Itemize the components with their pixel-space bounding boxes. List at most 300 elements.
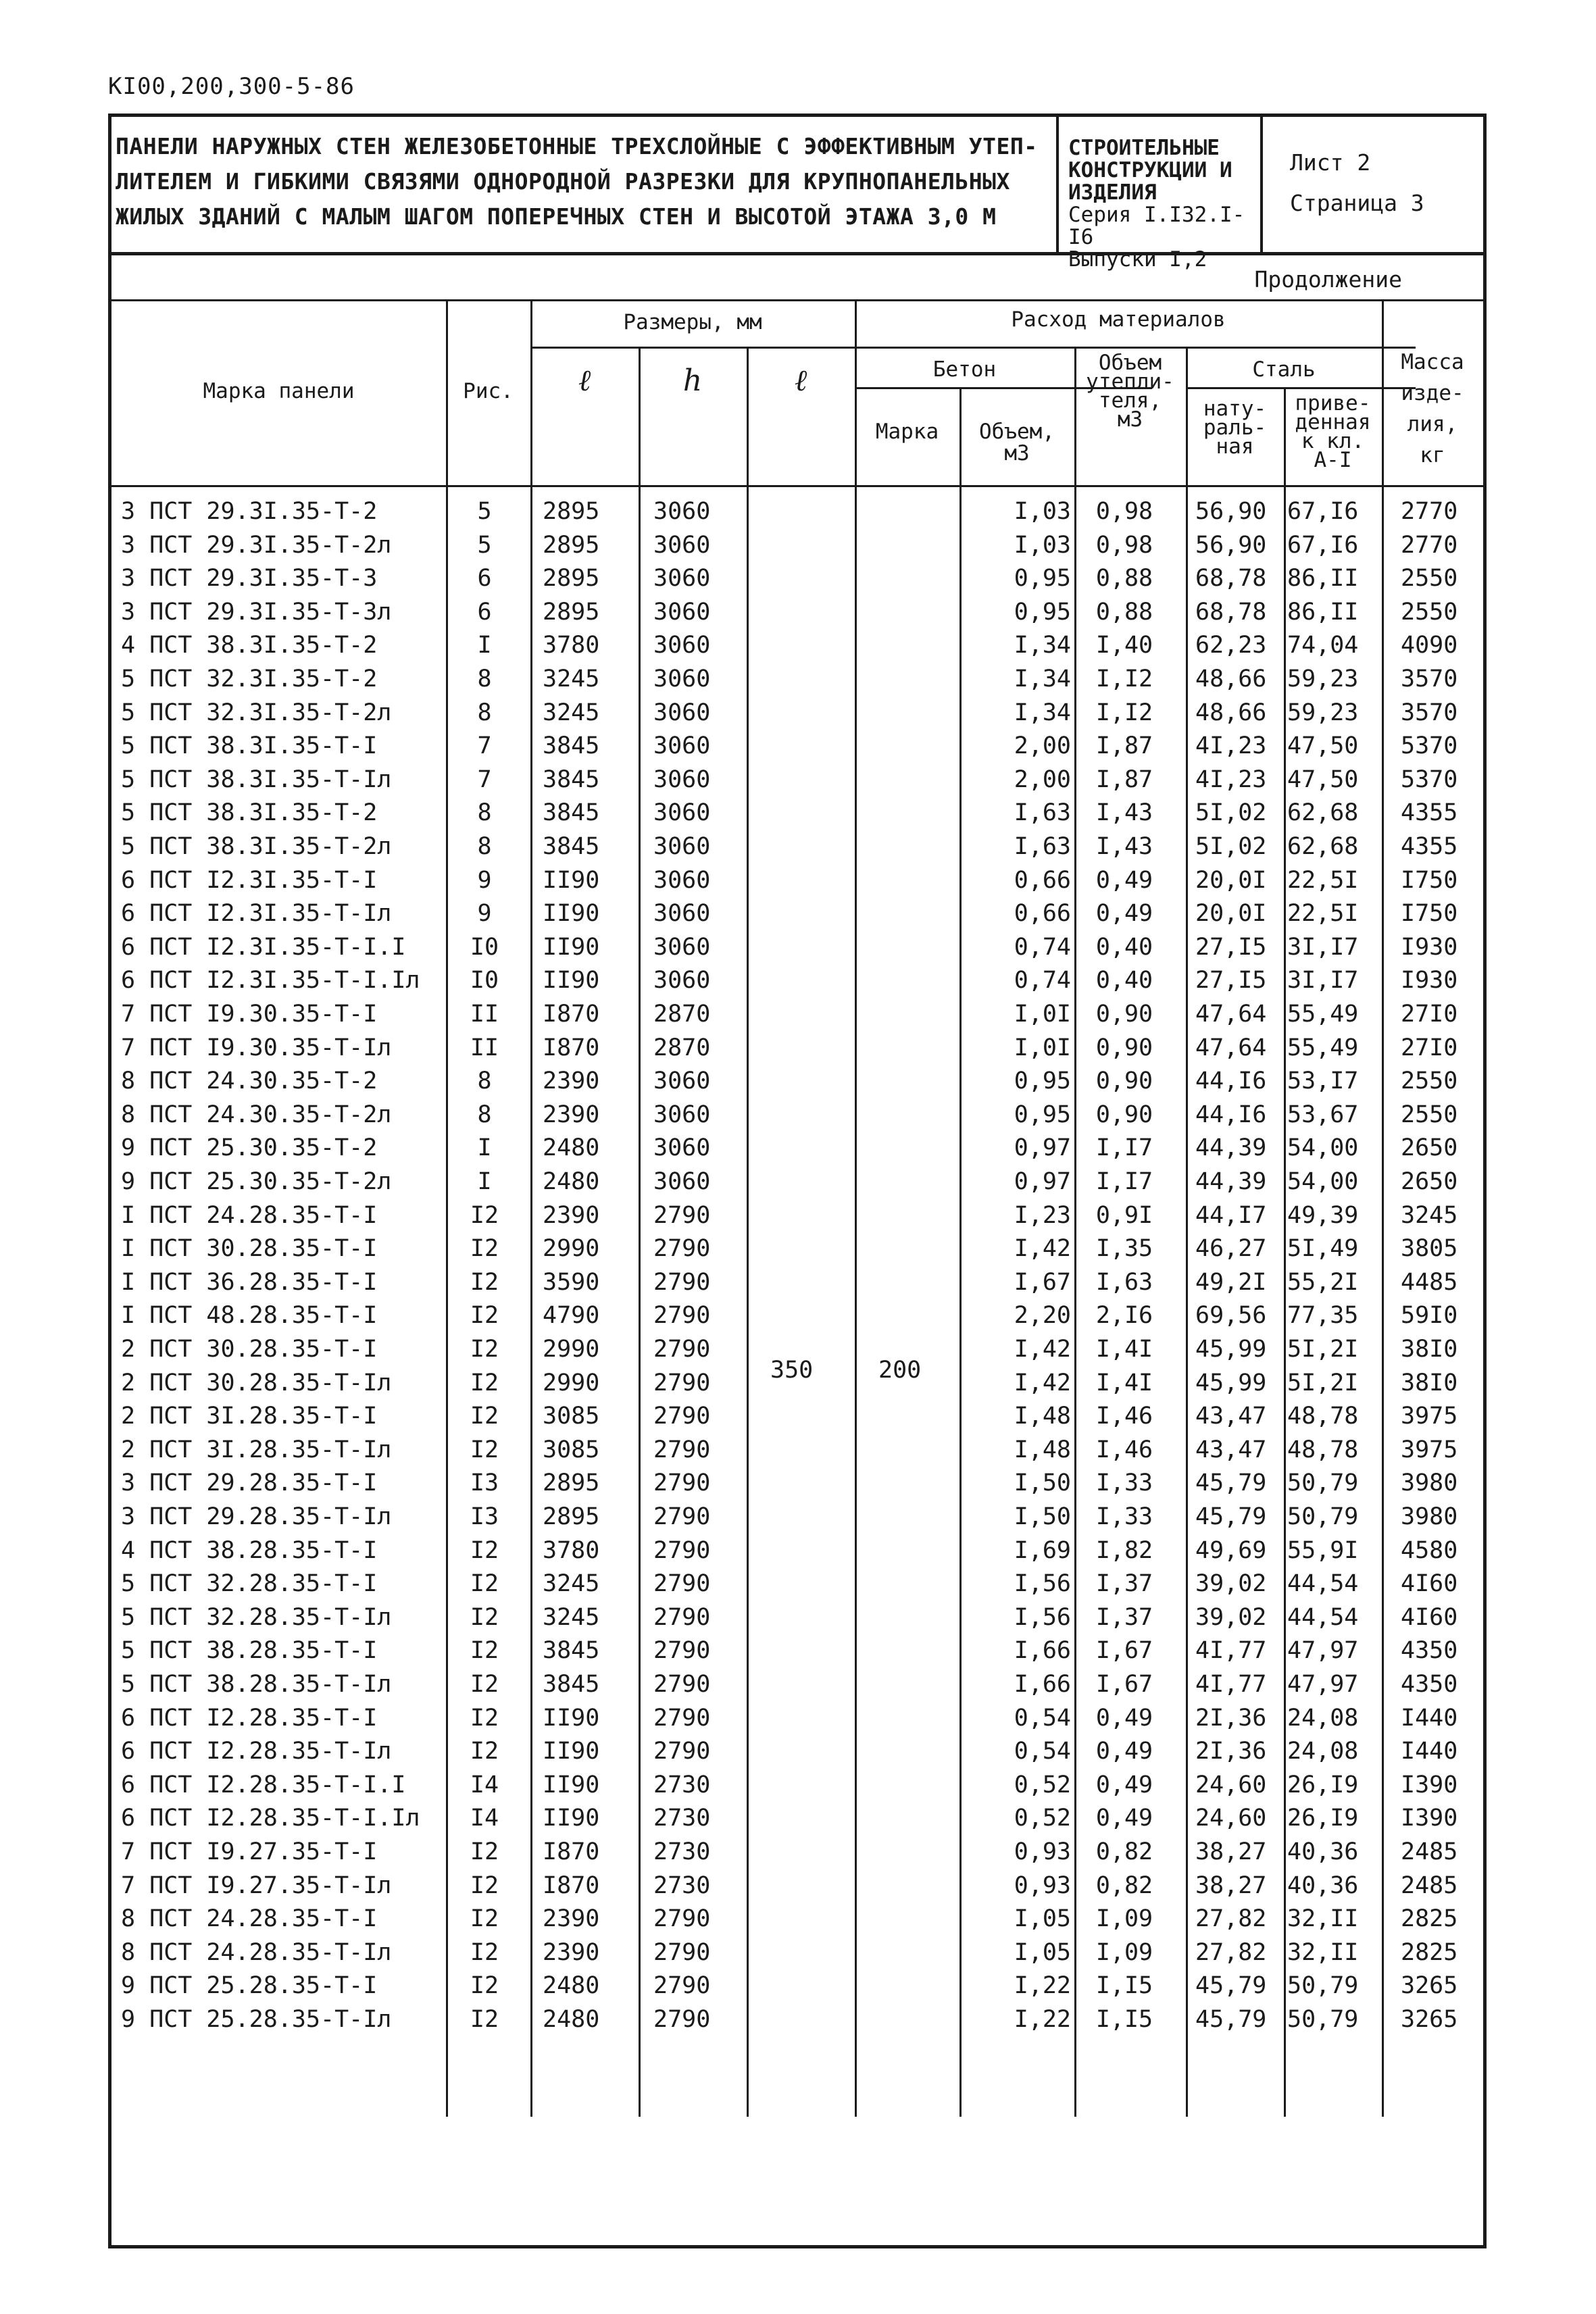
insulation-volume: I,I7 (1095, 1134, 1153, 1162)
product-mass: 2650 (1401, 1168, 1458, 1195)
figure-number: I2 (470, 1336, 499, 1363)
product-mass: 3245 (1401, 1201, 1458, 1229)
steel-natural: 48,66 (1195, 665, 1267, 693)
steel-reduced: 40,36 (1287, 1838, 1359, 1865)
concrete-volume: 0,66 (1014, 866, 1071, 894)
product-mass: 4I60 (1401, 1603, 1458, 1631)
steel-reduced: 59,23 (1287, 665, 1359, 693)
insulation-volume: I,63 (1095, 1268, 1153, 1296)
figure-number: I2 (470, 1905, 499, 1933)
height-value: 3060 (653, 833, 711, 860)
steel-reduced: 32,II (1287, 1905, 1359, 1933)
steel-natural: 4I,77 (1195, 1637, 1267, 1665)
length-value: 3245 (543, 665, 600, 693)
height-value: 2790 (653, 1938, 711, 1966)
product-mass: 3980 (1401, 1503, 1458, 1530)
length-value: 2480 (543, 1134, 600, 1162)
steel-reduced: 48,78 (1287, 1436, 1359, 1463)
steel-natural: 68,78 (1195, 565, 1267, 593)
table-row (111, 998, 1483, 1032)
insulation-volume: 0,98 (1095, 531, 1153, 559)
steel-reduced: 50,79 (1287, 1972, 1359, 2000)
table-row (111, 1903, 1483, 1936)
height-value: 2790 (653, 1503, 711, 1530)
insulation-volume: 0,88 (1095, 565, 1153, 593)
product-mass: 4350 (1401, 1671, 1458, 1698)
title-line: ЛИТЕЛЕМ И ГИБКИМИ СВЯЗЯМИ ОДНОРОДНОЙ РАЗРЕЗКИ ДЛЯ КРУПНОПАНЕЛЬНЫХ (116, 168, 1010, 195)
length-value: 3780 (543, 1536, 600, 1564)
steel-reduced: 48,78 (1287, 1403, 1359, 1430)
col-concrete-header: Бетон (932, 357, 997, 382)
product-mass: 3805 (1401, 1235, 1458, 1263)
length-value: 2990 (543, 1235, 600, 1263)
height-value: 2790 (653, 2006, 711, 2033)
steel-reduced: 53,67 (1287, 1101, 1359, 1128)
figure-number: I0 (470, 967, 499, 995)
panel-mark: 2 ПСТ 30.28.35-Т-I (121, 1336, 378, 1363)
table-row (111, 1668, 1483, 1702)
table-row (111, 1299, 1483, 1333)
height-value: 3060 (653, 1067, 711, 1095)
concrete-volume: 0,97 (1014, 1134, 1071, 1162)
height-value: 3060 (653, 699, 711, 726)
height-value: 3060 (653, 565, 711, 593)
steel-natural: 56,90 (1195, 531, 1267, 559)
height-value: 3060 (653, 665, 711, 693)
series-line: Серия I.I32.I-I6 (1068, 203, 1245, 249)
table-row (111, 1702, 1483, 1736)
figure-number: I2 (470, 1871, 499, 1899)
height-value: 2790 (653, 1972, 711, 2000)
table-row (111, 1400, 1483, 1434)
insulation-volume: I,37 (1095, 1570, 1153, 1598)
steel-reduced: 40,36 (1287, 1871, 1359, 1899)
figure-number: I2 (470, 1704, 499, 1732)
panel-mark: I ПСТ 24.28.35-Т-I (121, 1201, 378, 1229)
document-code: КI00,200,300-5-86 (108, 73, 355, 100)
concrete-volume: I,03 (1014, 531, 1071, 559)
table-row (111, 1199, 1483, 1233)
height-value: 2790 (653, 1403, 711, 1430)
steel-reduced: 22,5I (1287, 866, 1359, 894)
insulation-volume: I,67 (1095, 1671, 1153, 1698)
panel-mark: 3 ПСТ 29.3I.35-Т-3 (121, 565, 378, 593)
page-number: Страница 3 (1290, 190, 1424, 216)
panel-mark: 9 ПСТ 25.30.35-Т-2л (121, 1168, 392, 1195)
steel-reduced: 47,50 (1287, 765, 1359, 793)
series-line: СТРОИТЕЛЬНЫЕ (1068, 136, 1220, 160)
height-value: 2870 (653, 1001, 711, 1028)
figure-number: I2 (470, 1603, 499, 1631)
steel-reduced: 47,97 (1287, 1671, 1359, 1698)
length-value: II90 (543, 866, 600, 894)
concrete-volume: 2,00 (1014, 765, 1071, 793)
panel-mark: 2 ПСТ 30.28.35-Т-Iл (121, 1369, 392, 1397)
steel-reduced: 55,49 (1287, 1001, 1359, 1028)
figure-number: 8 (477, 1101, 492, 1128)
panel-mark: 8 ПСТ 24.30.35-Т-2л (121, 1101, 392, 1128)
table-row (111, 1936, 1483, 1970)
figure-number: I (477, 632, 492, 659)
length-value: 2895 (543, 598, 600, 626)
panel-mark: I ПСТ 36.28.35-Т-I (121, 1268, 378, 1296)
steel-natural: 45,99 (1195, 1369, 1267, 1397)
panel-mark: 3 ПСТ 29.3I.35-Т-2 (121, 498, 378, 525)
steel-natural: 47,64 (1195, 1034, 1267, 1061)
insulation-volume: I,43 (1095, 833, 1153, 860)
page-frame (108, 114, 1487, 2248)
figure-number: I2 (470, 1972, 499, 2000)
steel-natural: 38,27 (1195, 1838, 1267, 1865)
title-block (111, 117, 1483, 272)
steel-natural: 24,60 (1195, 1805, 1267, 1832)
concrete-volume: I,63 (1014, 799, 1071, 827)
concrete-volume: 0,95 (1014, 1067, 1071, 1095)
insulation-volume: I,87 (1095, 732, 1153, 760)
figure-number: 8 (477, 1067, 492, 1095)
panel-mark: 5 ПСТ 38.3I.35-Т-2 (121, 799, 378, 827)
length-value: 3845 (543, 799, 600, 827)
table-row (111, 931, 1483, 965)
insulation-volume: I,67 (1095, 1637, 1153, 1665)
length-value: I870 (543, 1001, 600, 1028)
concrete-volume: 0,66 (1014, 900, 1071, 928)
length-value: 3845 (543, 1637, 600, 1665)
steel-natural: 27,82 (1195, 1905, 1267, 1933)
figure-number: I4 (470, 1771, 499, 1799)
length-value: II90 (543, 1704, 600, 1732)
panel-mark: 7 ПСТ I9.30.35-Т-Iл (121, 1034, 392, 1061)
title-line: ПАНЕЛИ НАРУЖНЫХ СТЕН ЖЕЛЕЗОБЕТОННЫЕ ТРЕХСЛОЙНЫЕ С ЭФФЕКТИВНЫМ УТЕП- (116, 133, 1038, 159)
table-row (111, 663, 1483, 697)
insulation-volume: 0,49 (1095, 1805, 1153, 1832)
height-value: 3060 (653, 498, 711, 525)
steel-natural: 45,79 (1195, 1469, 1267, 1497)
series-line: ИЗДЕЛИЯ (1068, 180, 1157, 205)
table-row (111, 1735, 1483, 1769)
figure-number: 6 (477, 598, 492, 626)
figure-number: I2 (470, 1268, 499, 1296)
steel-natural: 62,23 (1195, 632, 1267, 659)
concrete-volume: I,05 (1014, 1938, 1071, 1966)
insulation-volume: I,37 (1095, 1603, 1153, 1631)
height-value: 2790 (653, 1201, 711, 1229)
steel-reduced: 55,2I (1287, 1268, 1359, 1296)
product-mass: 5370 (1401, 765, 1458, 793)
panel-mark: 8 ПСТ 24.28.35-Т-Iл (121, 1938, 392, 1966)
product-mass: 2485 (1401, 1838, 1458, 1865)
steel-reduced: 67,I6 (1287, 498, 1359, 525)
concrete-volume: I,34 (1014, 665, 1071, 693)
steel-natural: 27,I5 (1195, 933, 1267, 961)
concrete-volume: I,48 (1014, 1436, 1071, 1463)
insulation-volume: 0,49 (1095, 1738, 1153, 1765)
height-value: 2790 (653, 1570, 711, 1598)
panel-mark: 5 ПСТ 38.28.35-Т-Iл (121, 1671, 392, 1698)
product-mass: 4I60 (1401, 1570, 1458, 1598)
steel-reduced: 47,50 (1287, 732, 1359, 760)
concrete-volume: 0,52 (1014, 1771, 1071, 1799)
figure-number: 7 (477, 765, 492, 793)
concrete-volume: I,42 (1014, 1235, 1071, 1263)
product-mass: 2650 (1401, 1134, 1458, 1162)
insulation-volume: I,I5 (1095, 1972, 1153, 2000)
panel-mark: 7 ПСТ I9.27.35-Т-I (121, 1838, 378, 1865)
insulation-volume: I,I5 (1095, 2006, 1153, 2033)
steel-natural: 69,56 (1195, 1302, 1267, 1330)
product-mass: 59I0 (1401, 1302, 1458, 1330)
length-value: 2990 (543, 1336, 600, 1363)
panel-mark: I ПСТ 30.28.35-Т-I (121, 1235, 378, 1263)
product-mass: 38I0 (1401, 1336, 1458, 1363)
height-value: 2790 (653, 1436, 711, 1463)
col-grade-header: Марка (875, 420, 939, 444)
table-row (111, 1969, 1483, 2003)
height-value: 2790 (653, 1469, 711, 1497)
panel-mark: 6 ПСТ I2.3I.35-Т-I.Iл (121, 967, 420, 995)
figure-number: II (470, 1034, 499, 1061)
product-mass: 2550 (1401, 598, 1458, 626)
insulation-volume: I,I2 (1095, 665, 1153, 693)
table-row (111, 1099, 1483, 1132)
panel-mark: 6 ПСТ I2.28.35-Т-I.Iл (121, 1805, 420, 1832)
panel-mark: 4 ПСТ 38.28.35-Т-I (121, 1536, 378, 1564)
panel-mark: 5 ПСТ 32.3I.35-Т-2 (121, 665, 378, 693)
steel-natural: 45,79 (1195, 1972, 1267, 2000)
length-value: 2895 (543, 1503, 600, 1530)
insulation-volume: I,09 (1095, 1938, 1153, 1966)
steel-natural: 43,47 (1195, 1403, 1267, 1430)
concrete-volume: 0,54 (1014, 1704, 1071, 1732)
length-value: I870 (543, 1034, 600, 1061)
steel-reduced: 44,54 (1287, 1603, 1359, 1631)
height-value: 3060 (653, 967, 711, 995)
table-row (111, 1567, 1483, 1601)
height-value: 3060 (653, 598, 711, 626)
steel-reduced: 50,79 (1287, 1503, 1359, 1530)
panel-mark: 5 ПСТ 38.3I.35-Т-Iл (121, 765, 392, 793)
concrete-volume: 0,93 (1014, 1871, 1071, 1899)
steel-reduced: 24,08 (1287, 1704, 1359, 1732)
length-value: II90 (543, 933, 600, 961)
figure-number: I2 (470, 1201, 499, 1229)
product-mass: 2485 (1401, 1871, 1458, 1899)
product-mass: 27I0 (1401, 1034, 1458, 1061)
steel-reduced: 55,49 (1287, 1034, 1359, 1061)
document-title (111, 117, 1059, 252)
steel-natural: 47,64 (1195, 1001, 1267, 1028)
steel-reduced: 26,I9 (1287, 1771, 1359, 1799)
steel-reduced: 62,68 (1287, 799, 1359, 827)
steel-natural: 20,0I (1195, 900, 1267, 928)
table-row (111, 864, 1483, 898)
product-mass: I440 (1401, 1704, 1458, 1732)
panel-mark: 3 ПСТ 29.3I.35-Т-2л (121, 531, 392, 559)
table-row (111, 1232, 1483, 1266)
product-mass: 3265 (1401, 1972, 1458, 2000)
product-mass: I390 (1401, 1805, 1458, 1832)
figure-number: I3 (470, 1469, 499, 1497)
steel-natural: 24,60 (1195, 1771, 1267, 1799)
figure-number: 5 (477, 498, 492, 525)
insulation-volume: 0,9I (1095, 1201, 1153, 1229)
product-mass: 4485 (1401, 1268, 1458, 1296)
figure-number: I3 (470, 1503, 499, 1530)
steel-natural: 20,0I (1195, 866, 1267, 894)
figure-number: 8 (477, 665, 492, 693)
height-value: 2790 (653, 1369, 711, 1397)
steel-reduced: 50,79 (1287, 2006, 1359, 2033)
steel-natural: 5I,02 (1195, 799, 1267, 827)
table-row (111, 1501, 1483, 1534)
concrete-volume: I,63 (1014, 833, 1071, 860)
insulation-volume: I,33 (1095, 1469, 1153, 1497)
steel-reduced: 26,I9 (1287, 1805, 1359, 1832)
insulation-volume: I,82 (1095, 1536, 1153, 1564)
insulation-volume: I,87 (1095, 765, 1153, 793)
concrete-volume: I,42 (1014, 1369, 1071, 1397)
insulation-volume: 0,49 (1095, 866, 1153, 894)
length-value: 2895 (543, 565, 600, 593)
insulation-volume: 0,40 (1095, 933, 1153, 961)
insulation-volume: I,43 (1095, 799, 1153, 827)
table-row (111, 1802, 1483, 1836)
product-mass: I750 (1401, 900, 1458, 928)
table-row (111, 730, 1483, 763)
table-row (111, 1869, 1483, 1903)
steel-natural: 49,69 (1195, 1536, 1267, 1564)
steel-natural: 48,66 (1195, 699, 1267, 726)
panel-mark: 6 ПСТ I2.3I.35-Т-I.I (121, 933, 406, 961)
panel-mark: 6 ПСТ I2.28.35-Т-I (121, 1704, 378, 1732)
product-mass: 2550 (1401, 565, 1458, 593)
steel-reduced: 55,9I (1287, 1536, 1359, 1564)
steel-natural: 4I,77 (1195, 1671, 1267, 1698)
product-mass: 4355 (1401, 799, 1458, 827)
concrete-volume: 0,54 (1014, 1738, 1071, 1765)
steel-natural: 56,90 (1195, 498, 1267, 525)
length-value: 3245 (543, 699, 600, 726)
steel-natural: 2I,36 (1195, 1738, 1267, 1765)
steel-natural: 2I,36 (1195, 1704, 1267, 1732)
table-row (111, 495, 1483, 529)
product-mass: 3570 (1401, 665, 1458, 693)
table-row (111, 797, 1483, 830)
product-mass: 2770 (1401, 531, 1458, 559)
figure-number: 5 (477, 531, 492, 559)
steel-natural: 45,79 (1195, 2006, 1267, 2033)
figure-number: I (477, 1168, 492, 1195)
steel-natural: 49,2I (1195, 1268, 1267, 1296)
col-steel-header: Сталь (1252, 357, 1316, 382)
table-row (111, 1534, 1483, 1568)
col-l-header: ℓ (578, 363, 591, 398)
length-value: 2390 (543, 1067, 600, 1095)
table-row (111, 1266, 1483, 1300)
panel-mark: 9 ПСТ 25.28.35-Т-I (121, 1972, 378, 2000)
figure-number: I2 (470, 1637, 499, 1665)
steel-natural: 44,39 (1195, 1134, 1267, 1162)
concrete-volume: 2,20 (1014, 1302, 1071, 1330)
col-mass-header: Масса изде- лия, кг (1401, 350, 1464, 468)
table-row (111, 1601, 1483, 1635)
height-value: 2790 (653, 1905, 711, 1933)
steel-natural: 46,27 (1195, 1235, 1267, 1263)
table-row (111, 529, 1483, 563)
panel-mark: 3 ПСТ 29.28.35-Т-I (121, 1469, 378, 1497)
length-value: 3085 (543, 1403, 600, 1430)
panel-mark: 5 ПСТ 32.3I.35-Т-2л (121, 699, 392, 726)
figure-number: I (477, 1134, 492, 1162)
table-row (111, 1165, 1483, 1199)
length-value: 2480 (543, 1972, 600, 2000)
product-mass: I750 (1401, 866, 1458, 894)
height-value: 3060 (653, 799, 711, 827)
height-value: 3060 (653, 1168, 711, 1195)
table-row (111, 1769, 1483, 1803)
steel-reduced: 62,68 (1287, 833, 1359, 860)
panel-mark: 5 ПСТ 38.3I.35-Т-I (121, 732, 378, 760)
length-value: II90 (543, 1738, 600, 1765)
product-mass: I440 (1401, 1738, 1458, 1765)
height-value: 2790 (653, 1268, 711, 1296)
panel-mark: 4 ПСТ 38.3I.35-Т-2 (121, 632, 378, 659)
product-mass: I390 (1401, 1771, 1458, 1799)
height-value: 2790 (653, 1738, 711, 1765)
steel-reduced: 86,II (1287, 598, 1359, 626)
figure-number: I2 (470, 1938, 499, 1966)
steel-natural: 44,I6 (1195, 1067, 1267, 1095)
height-value: 2730 (653, 1871, 711, 1899)
insulation-volume: 0,49 (1095, 1704, 1153, 1732)
col-mark-header: Марка панели (203, 379, 355, 403)
panel-mark: 7 ПСТ I9.30.35-Т-I (121, 1001, 378, 1028)
length-value: 2480 (543, 2006, 600, 2033)
product-mass: 2825 (1401, 1905, 1458, 1933)
panel-mark: 9 ПСТ 25.28.35-Т-Iл (121, 2006, 392, 2033)
product-mass: 4580 (1401, 1536, 1458, 1564)
table-row (111, 697, 1483, 730)
height-value: 3060 (653, 866, 711, 894)
product-mass: 4090 (1401, 632, 1458, 659)
height-value: 2730 (653, 1771, 711, 1799)
length-value: 3845 (543, 833, 600, 860)
figure-number: I2 (470, 1738, 499, 1765)
height-value: 3060 (653, 632, 711, 659)
insulation-volume: I,46 (1095, 1403, 1153, 1430)
steel-natural: 39,02 (1195, 1570, 1267, 1598)
figure-number: I2 (470, 1671, 499, 1698)
product-mass: 3975 (1401, 1436, 1458, 1463)
length-value: II90 (543, 900, 600, 928)
product-mass: 5370 (1401, 732, 1458, 760)
length-value: 3245 (543, 1570, 600, 1598)
product-mass: 27I0 (1401, 1001, 1458, 1028)
col-b-header: ℓ (794, 363, 807, 398)
steel-reduced: 50,79 (1287, 1469, 1359, 1497)
product-mass: 3570 (1401, 699, 1458, 726)
product-mass: 2770 (1401, 498, 1458, 525)
concrete-volume: 2,00 (1014, 732, 1071, 760)
steel-natural: 5I,02 (1195, 833, 1267, 860)
col-fig-header: Рис. (463, 379, 514, 403)
col-sizes-header: Размеры, мм (623, 310, 762, 334)
col-materials-header: Расход материалов (1011, 307, 1226, 332)
concrete-volume: 0,95 (1014, 1101, 1071, 1128)
height-value: 3060 (653, 933, 711, 961)
product-mass: 3980 (1401, 1469, 1458, 1497)
concrete-volume: I,22 (1014, 2006, 1071, 2033)
